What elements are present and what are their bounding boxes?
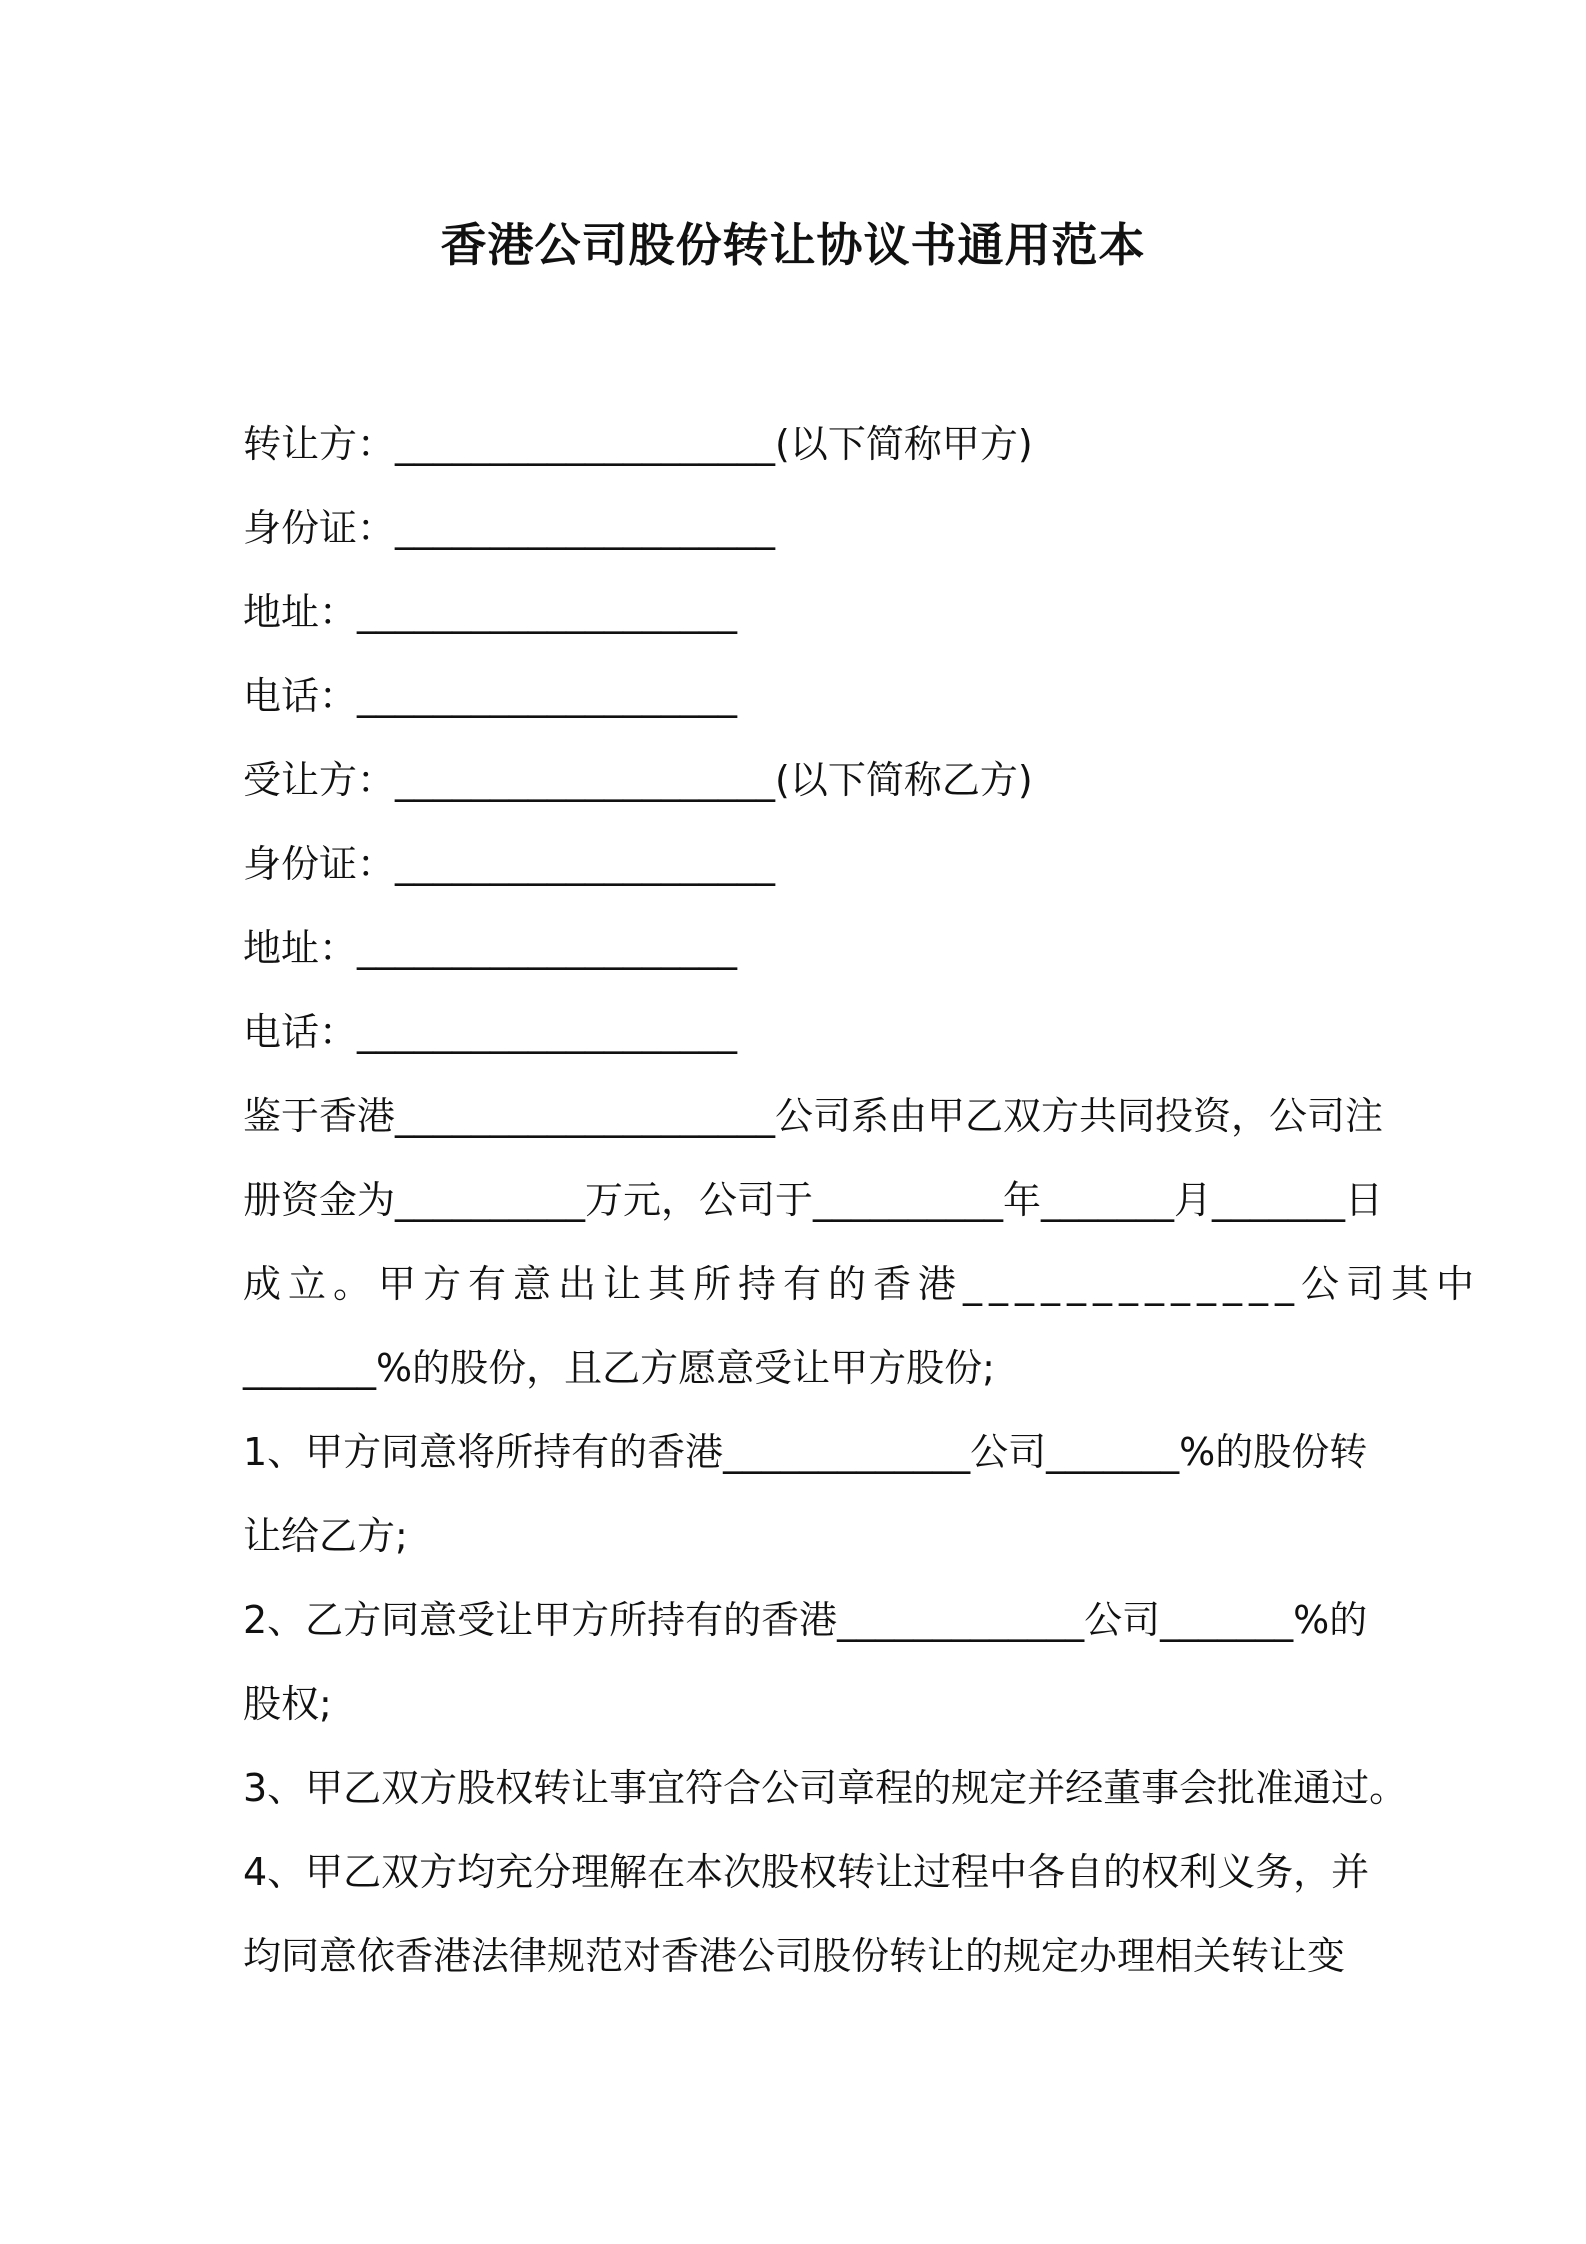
- preamble-line-4: _______%的股份，且乙方愿意受让甲方股份;: [243, 1346, 995, 1390]
- clause-3-line-1: 3、甲乙双方股权转让事宜符合公司章程的规定并经董事会批准通过。: [243, 1766, 1408, 1810]
- transferee-phone-line: 电话：____________________: [243, 1010, 738, 1054]
- document-title: 香港公司股份转让协议书通用范本: [440, 218, 1146, 272]
- preamble-line-3: 成立。甲方有意出让其所持有的香港_____________公司其中: [243, 1262, 1482, 1306]
- transferee-id-line: 身份证：____________________: [243, 842, 776, 886]
- transferee-line: 受让方：____________________(以下简称乙方): [243, 758, 1033, 802]
- clause-1-line-2: 让给乙方;: [243, 1514, 408, 1558]
- transferee-address-line: 地址：____________________: [243, 926, 738, 970]
- transferor-address-line: 地址：____________________: [243, 590, 738, 634]
- clause-2-line-2: 股权;: [243, 1682, 332, 1726]
- transferor-id-line: 身份证：____________________: [243, 506, 776, 550]
- transferor-line: 转让方：____________________(以下简称甲方): [243, 422, 1033, 466]
- transferor-phone-line: 电话：____________________: [243, 674, 738, 718]
- clause-4-line-2: 均同意依香港法律规范对香港公司股份转让的规定办理相关转让变: [243, 1934, 1346, 1978]
- preamble-line-2: 册资金为__________万元，公司于__________年_______月_______日: [243, 1178, 1384, 1222]
- document-body: [243, 402, 1482, 1998]
- preamble-line-1: 鉴于香港____________________公司系由甲乙双方共同投资，公司注: [243, 1094, 1384, 1138]
- clause-4-line-1: 4、甲乙双方均充分理解在本次股权转让过程中各自的权利义务，并: [243, 1850, 1370, 1894]
- clause-1-line-1: 1、甲方同意将所持有的香港_____________公司_______%的股份转: [243, 1430, 1368, 1474]
- clause-2-line-1: 2、乙方同意受让甲方所持有的香港_____________公司_______%的: [243, 1598, 1368, 1642]
